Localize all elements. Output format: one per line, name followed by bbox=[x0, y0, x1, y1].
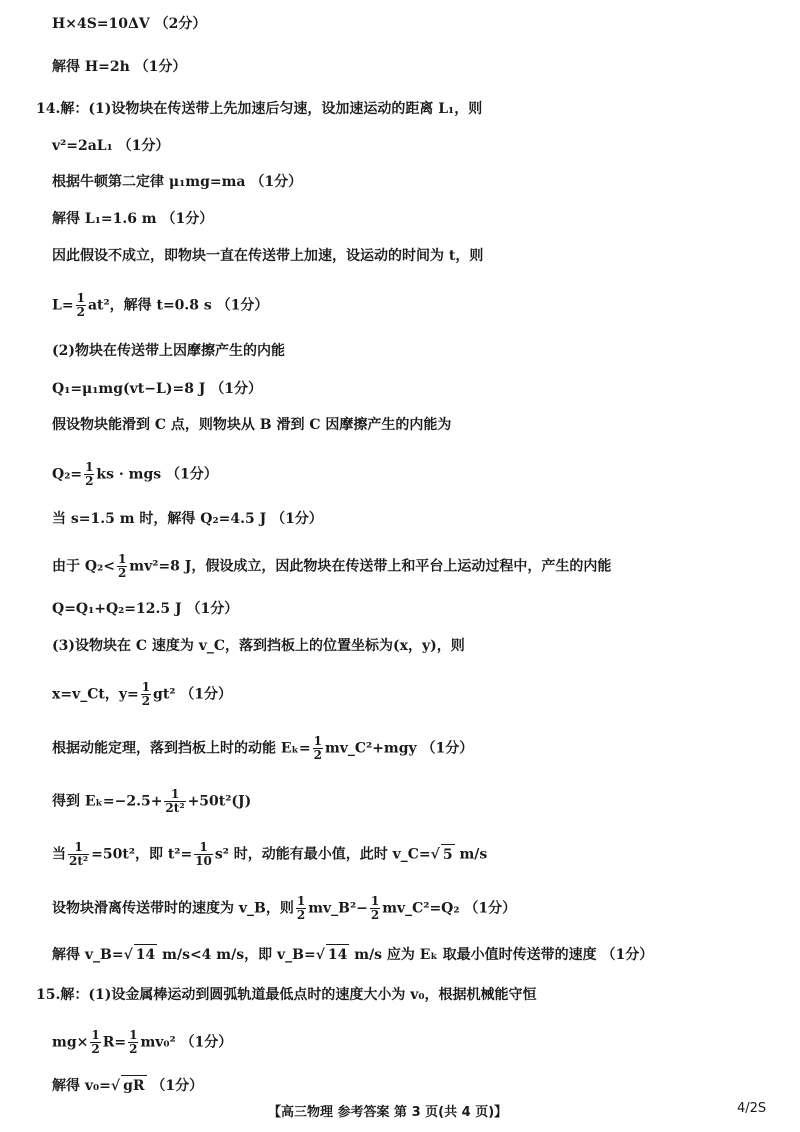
fraction bbox=[76, 292, 86, 319]
formula-part: s² 时，动能有最小值，此时 v_C= bbox=[214, 846, 431, 863]
denominator: 2t² bbox=[69, 854, 89, 868]
formula-part: mv₀² （1分） bbox=[140, 1034, 233, 1051]
formula-part: L= bbox=[52, 297, 74, 314]
text-line: 解得 L₁=1.6 m （1分） bbox=[52, 211, 214, 227]
fraction bbox=[68, 841, 89, 868]
formula-part: 解得 v₀= bbox=[52, 1078, 111, 1094]
formula-part: （1分） bbox=[146, 1078, 204, 1094]
numerator: 1 bbox=[164, 788, 185, 802]
text-line: (3)设物块在 C 速度为 v_C，落到挡板上的位置坐标为(x，y)，则 bbox=[52, 638, 465, 654]
formula-part: at²，解得 t=0.8 s （1分） bbox=[87, 297, 269, 314]
question-15-heading: 15.解：(1)设金属棒运动到圆弧轨道最低点时的速度大小为 v₀，根据机械能守恒 bbox=[36, 987, 537, 1003]
formula-line: 解得 v₀=√ gR （1分） bbox=[52, 1075, 203, 1096]
denominator: 2 bbox=[296, 908, 306, 922]
formula-part: mg× bbox=[52, 1034, 89, 1051]
denominator: 2 bbox=[141, 694, 151, 708]
text-line: H×4S=10ΔV （2分） bbox=[52, 16, 207, 32]
numerator: 1 bbox=[68, 841, 89, 855]
text-line: Q=Q₁+Q₂=12.5 J （1分） bbox=[52, 601, 239, 617]
formula-part: Q₂= bbox=[52, 466, 83, 483]
formula-line bbox=[52, 788, 251, 815]
denominator: 2 bbox=[85, 474, 94, 488]
formula-part: +50t²(J) bbox=[187, 793, 252, 810]
formula-line bbox=[52, 735, 473, 762]
formula-line: 当 $\frac{1}{\text{2t²}}$ =50t²，即 t²= $\frac{1}{10}$ s² 时，动能有最小值，此时 v_C=√ 5 m/s bbox=[52, 840, 488, 868]
formula-line bbox=[52, 292, 268, 319]
formula-line: 解得 v_B=√ 14 m/s<4 m/s，即 v_B=√ 14 m/s 应为 Eₖ 取最小值时传送带的速度 （1分） bbox=[52, 944, 653, 965]
sqrt-radicand: 14 bbox=[134, 944, 157, 965]
numerator: 1 bbox=[129, 1028, 138, 1042]
numerator: 1 bbox=[85, 460, 94, 474]
formula-part: 当 bbox=[52, 846, 66, 863]
formula-part: =50t²，即 t²= bbox=[91, 846, 193, 863]
formula-line bbox=[52, 461, 218, 488]
numerator: 1 bbox=[313, 734, 322, 748]
numerator: 1 bbox=[91, 1028, 100, 1042]
page-id: 4/2S bbox=[737, 1101, 767, 1116]
denominator: 2 bbox=[117, 566, 127, 580]
fraction bbox=[141, 681, 151, 708]
fraction bbox=[370, 895, 380, 922]
numerator: 1 bbox=[117, 552, 127, 566]
question-14-heading: 14.解：(1)设物块在传送带上先加速后匀速，设加速运动的距离 L₁，则 bbox=[36, 101, 483, 117]
numerator: 1 bbox=[194, 841, 213, 855]
formula-part: m/s bbox=[454, 846, 488, 863]
numerator: 1 bbox=[76, 291, 85, 305]
fraction bbox=[84, 461, 94, 488]
text-line: 当 s=1.5 m 时，解得 Q₂=4.5 J （1分） bbox=[52, 511, 323, 527]
formula-line bbox=[52, 553, 611, 580]
numerator: 1 bbox=[141, 680, 151, 694]
formula-part: 由于 Q₂< bbox=[52, 558, 115, 575]
formula-part: mv_B²− bbox=[308, 900, 368, 917]
formula-line bbox=[52, 681, 232, 708]
numerator: 1 bbox=[296, 894, 306, 908]
text-line: Q₁=μ₁mg(vt−L)=8 J （1分） bbox=[52, 381, 263, 397]
fraction bbox=[194, 841, 213, 868]
formula-part: 设物块滑离传送带时的速度为 v_B，则 bbox=[52, 900, 294, 917]
text-line: 根据牛顿第二定律 μ₁mg=ma （1分） bbox=[52, 174, 303, 190]
formula-part: m/s<4 m/s，即 v_B= bbox=[157, 947, 316, 963]
sqrt-radicand: 5 bbox=[441, 844, 455, 865]
text-line: (2)物块在传送带上因摩擦产生的内能 bbox=[52, 343, 285, 359]
formula-part: 根据动能定理，落到挡板上时的动能 Eₖ= bbox=[52, 740, 311, 757]
formula-part: m/s 应为 Eₖ 取最小值时传送带的速度 （1分） bbox=[349, 947, 654, 963]
sqrt-radicand: 14 bbox=[326, 944, 349, 965]
formula-part: 解得 v_B= bbox=[52, 947, 124, 963]
denominator: 2 bbox=[370, 908, 380, 922]
denominator: 2 bbox=[129, 1042, 138, 1056]
text-line: 解得 H=2h （1分） bbox=[52, 59, 187, 75]
formula-part: mv_C²+mgy （1分） bbox=[324, 740, 474, 757]
formula-part: gt² （1分） bbox=[153, 686, 233, 703]
formula-part: 得到 Eₖ=−2.5+ bbox=[52, 793, 163, 810]
text-line: 假设物块能滑到 C 点，则物块从 B 滑到 C 因摩擦产生的内能为 bbox=[52, 417, 452, 433]
fraction bbox=[117, 553, 127, 580]
formula-part: mv_C²=Q₂ （1分） bbox=[382, 900, 517, 917]
denominator: 10 bbox=[195, 854, 212, 868]
numerator: 1 bbox=[370, 894, 380, 908]
fraction bbox=[313, 735, 323, 762]
formula-line bbox=[52, 895, 516, 922]
fraction bbox=[296, 895, 306, 922]
formula-part: R= bbox=[102, 1034, 127, 1051]
denominator: 2 bbox=[91, 1042, 100, 1056]
text-line: 因此假设不成立，即物块一直在传送带上加速，设运动的时间为 t，则 bbox=[52, 248, 484, 264]
text-line: v²=2aL₁ （1分） bbox=[52, 138, 170, 154]
denominator: 2 bbox=[76, 305, 85, 319]
page-footer: 【高三物理 参考答案 第 3 页(共 4 页)】 bbox=[268, 1105, 508, 1120]
fraction bbox=[90, 1029, 100, 1056]
formula-line bbox=[52, 1029, 232, 1056]
sqrt-radicand: gR bbox=[121, 1075, 146, 1096]
fraction bbox=[128, 1029, 138, 1056]
formula-part: x=v_Ct，y= bbox=[52, 686, 139, 703]
formula-part: mv²=8 J，假设成立，因此物块在传送带上和平台上运动过程中，产生的内能 bbox=[129, 558, 612, 575]
formula-part: ks · mgs （1分） bbox=[96, 466, 218, 483]
denominator: 2t² bbox=[165, 801, 185, 815]
fraction bbox=[164, 788, 185, 815]
denominator: 2 bbox=[313, 748, 322, 762]
